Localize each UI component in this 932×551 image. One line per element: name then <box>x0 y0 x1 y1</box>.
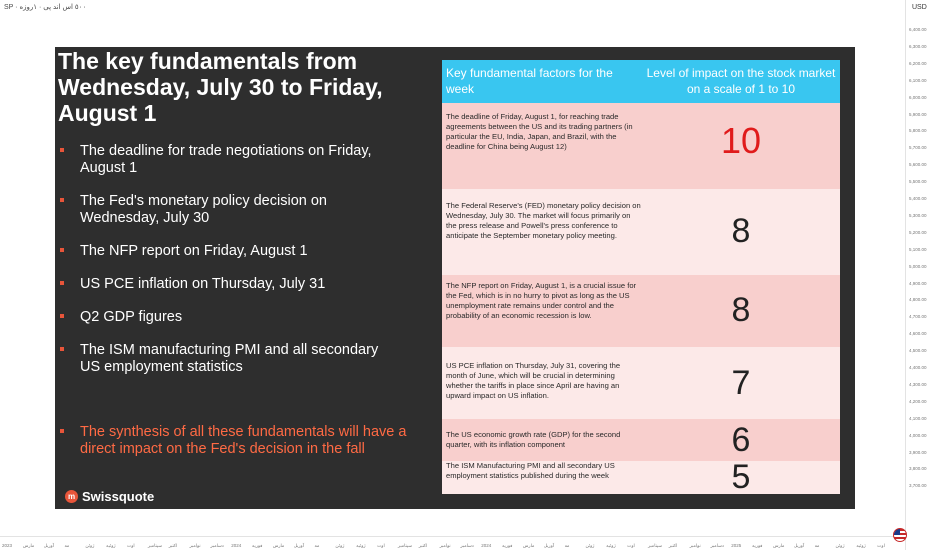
price-tick-label: 4,800.00 <box>909 297 927 303</box>
symbol-title[interactable]: SP · ٥٠٠ اس اند پی · ۱روزه <box>4 4 87 11</box>
time-tick-label: فوریه <box>252 543 263 548</box>
factor-description: The NFP report on Friday, August 1, is a crucial issue for the Fed, which is in no hurry to pivot as long as the US unemployment rate remains under control and the probability of an economic recession is low. <box>446 281 637 320</box>
price-tick-label: 6,100.00 <box>909 77 927 83</box>
time-tick-label: نوامبر <box>439 543 451 548</box>
fundamentals-slide <box>55 47 855 509</box>
us-flag-icon[interactable] <box>893 528 907 542</box>
factor-description: The deadline of Friday, August 1, for reaching trade agreements between the US and its trading partners (in particular the EU, India, Japan, and Brazil, with the deadline for China being August 12) <box>446 112 633 151</box>
price-tick-label: 5,600.00 <box>909 162 927 168</box>
price-tick-label: 4,700.00 <box>909 314 927 320</box>
price-tick-label: 6,400.00 <box>909 27 927 32</box>
slide-title: The key fundamentals from Wednesday, July 30 to Friday, August 1 <box>58 48 383 126</box>
time-tick-label: اکتبر <box>168 543 178 548</box>
bullet-text: The ISM manufacturing PMI and all secondary US employment statistics <box>80 342 379 375</box>
factor-description: The ISM Manufacturing PMI and all secondary US employment statistics published during the week <box>446 461 615 480</box>
price-axis[interactable] <box>905 0 932 550</box>
time-tick-label: مه <box>564 543 570 548</box>
bullet-icon <box>60 148 64 152</box>
time-tick-label: مارس <box>22 543 35 548</box>
time-tick-label: مه <box>814 543 820 548</box>
time-tick-label: اوت <box>877 543 885 548</box>
price-tick-label: 4,900.00 <box>909 280 927 286</box>
time-tick-label: 2024 <box>481 543 492 548</box>
time-tick-label: ژوئن <box>85 543 95 548</box>
swissquote-logo-icon: m <box>65 490 78 503</box>
price-tick-label: 5,200.00 <box>909 229 927 235</box>
list-item <box>60 309 400 326</box>
time-tick-label: 2023 <box>2 543 13 548</box>
price-tick-label: 5,300.00 <box>909 212 927 218</box>
time-tick-label: ژوئیه <box>856 543 866 548</box>
bullet-text: The NFP report on Friday, August 1 <box>80 243 308 259</box>
impact-table <box>442 60 840 494</box>
time-tick-label: مه <box>314 543 320 548</box>
list-item <box>60 342 400 376</box>
time-tick-label: سپتامبر <box>397 543 413 548</box>
time-tick-label: فوریه <box>502 543 513 548</box>
table-row <box>442 458 840 496</box>
time-tick-label: مارس <box>522 543 535 548</box>
price-tick-label: 5,400.00 <box>909 196 927 201</box>
time-tick-label: دسامبر <box>460 543 474 548</box>
impact-score: 10 <box>720 120 762 161</box>
time-tick-label: نوامبر <box>689 543 701 548</box>
synthesis-note <box>60 424 410 458</box>
time-tick-label: اوت <box>377 543 385 548</box>
time-tick-label: ژوئن <box>585 543 595 548</box>
time-tick-label: اکتبر <box>668 543 678 548</box>
impact-score: 6 <box>731 421 751 459</box>
price-tick-label: 4,500.00 <box>909 348 927 354</box>
impact-score: 8 <box>731 291 751 329</box>
price-tick-label: 6,300.00 <box>909 43 927 49</box>
time-tick-label: اوت <box>127 543 135 548</box>
bullet-text: The deadline for trade negotiations on Friday, August 1 <box>80 143 372 176</box>
time-tick-label: فوریه <box>752 543 763 548</box>
time-tick-label: آوریل <box>543 543 555 548</box>
impact-score: 7 <box>731 364 751 402</box>
bullet-text: US PCE inflation on Thursday, July 31 <box>80 276 326 292</box>
price-tick-label: 4,600.00 <box>909 331 927 337</box>
price-tick-label: 5,000.00 <box>909 263 927 269</box>
table-row <box>442 103 840 189</box>
table-row <box>442 189 840 275</box>
time-tick-label: آوریل <box>793 543 805 548</box>
price-tick-label: 4,200.00 <box>909 398 927 404</box>
factor-description: The Federal Reserve's (FED) monetary policy decision on Wednesday, July 30. The market will focus primarily on the press release and Powell's press conference to anticipate the September monetary policy meeting. <box>446 201 641 240</box>
time-tick-label: ژوئیه <box>606 543 616 548</box>
bullet-icon <box>60 281 64 285</box>
time-tick-label: سپتامبر <box>147 543 162 548</box>
table-row <box>442 275 840 347</box>
time-tick-label: ژوئن <box>335 543 345 548</box>
bullet-text: The Fed's monetary policy decision on Wednesday, July 30 <box>80 193 327 226</box>
bullet-icon <box>60 248 64 252</box>
bullet-icon <box>60 347 64 351</box>
impact-score: 5 <box>731 458 751 496</box>
bullet-icon <box>60 198 64 202</box>
chart-header <box>0 0 905 18</box>
table-header <box>442 60 840 103</box>
time-tick-label: دسامبر <box>210 543 224 548</box>
price-tick-label: 3,700.00 <box>909 483 927 489</box>
time-tick-label: سپتامبر <box>647 543 663 548</box>
list-item <box>60 276 400 293</box>
bullet-text: Q2 GDP figures <box>80 309 183 325</box>
bullet-icon <box>60 314 64 318</box>
time-tick-label: دسامبر <box>710 543 724 548</box>
swissquote-logo <box>65 488 154 504</box>
price-tick-label: 5,900.00 <box>909 111 927 117</box>
table-row <box>442 419 840 461</box>
price-tick-label: 6,200.00 <box>909 60 927 66</box>
impact-score: 8 <box>731 212 751 250</box>
time-tick-label: ژوئیه <box>356 543 366 548</box>
price-tick-label: 5,100.00 <box>909 246 927 252</box>
price-tick-label: 4,300.00 <box>909 381 927 387</box>
time-tick-label: اوت <box>627 543 635 548</box>
time-axis[interactable] <box>0 536 905 551</box>
list-item <box>60 143 400 177</box>
price-tick-label: 4,000.00 <box>909 432 927 438</box>
header-factor: Key fundamental factors for the week <box>446 66 613 96</box>
time-tick-label: مارس <box>272 543 285 548</box>
header-impact: Level of impact on the stock market on a scale of 1 to 10 <box>646 66 836 96</box>
price-tick-label: 6,000.00 <box>909 94 927 100</box>
bullet-icon <box>60 429 64 433</box>
price-tick-label: 5,500.00 <box>909 179 927 185</box>
time-tick-label: ژوئیه <box>106 543 116 548</box>
time-tick-label: آوریل <box>43 543 54 548</box>
time-tick-label: ژوئن <box>835 543 845 548</box>
time-tick-label: مارس <box>772 543 785 548</box>
time-tick-label: نوامبر <box>189 543 201 548</box>
time-tick-label: 2025 <box>731 543 742 548</box>
time-tick-label: مه <box>64 543 70 548</box>
logo-text: Swissquote <box>82 488 155 504</box>
list-item <box>60 193 400 227</box>
table-row <box>442 347 840 419</box>
time-tick-label: اکتبر <box>418 543 428 548</box>
currency-label[interactable]: USD <box>912 4 927 11</box>
price-tick-label: 3,800.00 <box>909 466 927 472</box>
fundamentals-list <box>60 143 400 376</box>
synthesis-text: The synthesis of all these fundamentals will have a direct impact on the Fed's decision in the fall <box>80 424 407 457</box>
price-tick-label: 4,100.00 <box>909 415 927 421</box>
time-tick-label: 2024 <box>231 543 242 548</box>
price-tick-label: 4,400.00 <box>909 365 927 370</box>
price-tick-label: 5,800.00 <box>909 128 927 134</box>
factor-description: US PCE inflation on Thursday, July 31, covering the month of June, which will be crucial in determining whether the tariffs in place since April are having an upward impact on US inflation. <box>446 361 621 400</box>
list-item <box>60 243 400 260</box>
factor-description: The US economic growth rate (GDP) for the second quarter, with its inflation component <box>446 430 621 449</box>
time-tick-label: آوریل <box>293 543 304 548</box>
price-tick-label: 3,900.00 <box>909 449 927 455</box>
price-tick-label: 5,700.00 <box>909 145 927 151</box>
